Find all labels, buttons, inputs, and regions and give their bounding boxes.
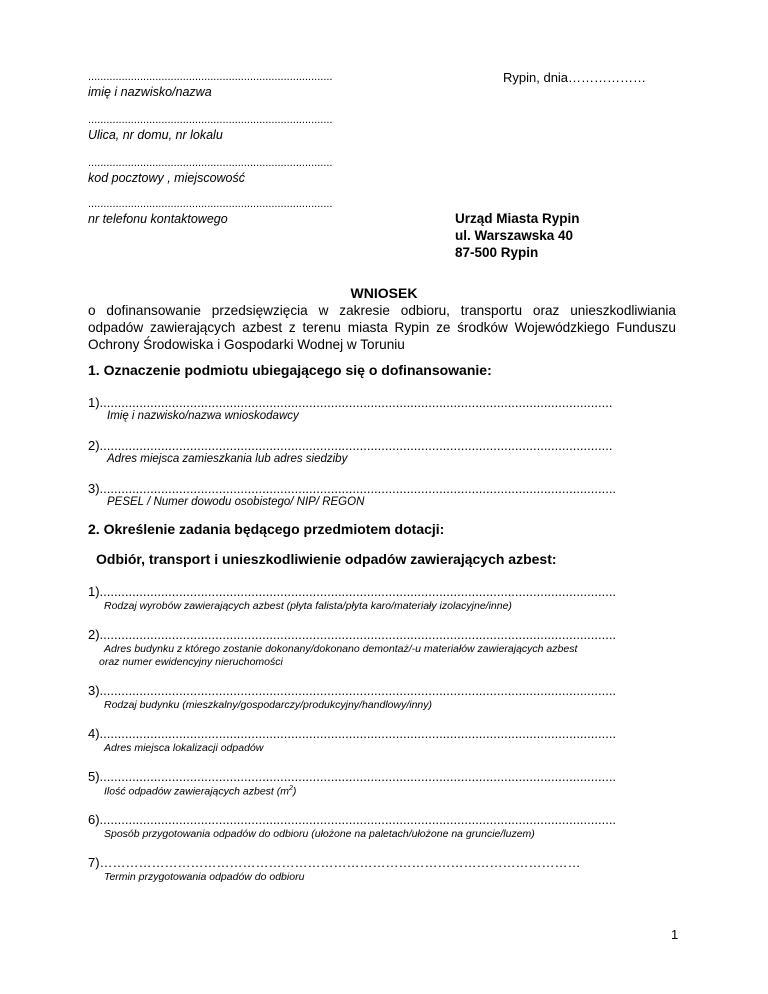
applicant-id-caption: PESEL / Numer dowodu osobistego/ NIP/ REGON bbox=[107, 496, 365, 508]
asbestos-type-caption: Rodzaj wyrobów zawierających azbest (płyta falista/płyta karo/materiały izolacyjne/inne) bbox=[104, 600, 512, 612]
phone-field-label: nr telefonu kontaktowego bbox=[88, 212, 228, 226]
applicant-name-line[interactable]: 1).............................................................................................................................................. bbox=[88, 395, 613, 410]
waste-amount-line[interactable]: 5)............................................................................................................................................... bbox=[88, 769, 617, 784]
name-field-label: imię i nazwisko/nazwa bbox=[88, 85, 212, 99]
preparation-date-caption: Termin przygotowania odpadów do odbioru bbox=[104, 871, 305, 883]
building-type-line[interactable]: 3)............................................................................................................................................... bbox=[88, 683, 617, 698]
postal-field-label: kod pocztowy , miejscowość bbox=[88, 171, 246, 185]
recipient-line-1: Urząd Miasta Rypin bbox=[455, 211, 580, 226]
asbestos-type-line[interactable]: 1)............................................................................................................................................... bbox=[88, 584, 617, 599]
building-type-caption: Rodzaj budynku (mieszkalny/gospodarczy/produkcyjny/handlowy/inny) bbox=[104, 699, 432, 711]
waste-amount-caption-text: Ilość odpadów zawierających azbest (m bbox=[104, 785, 290, 798]
street-field-line[interactable]: ................................................................................ bbox=[88, 114, 333, 126]
waste-preparation-line[interactable]: 6)............................................................................................................................................... bbox=[88, 812, 617, 827]
waste-amount-caption bbox=[104, 785, 296, 798]
applicant-name-caption: Imię i nazwisko/nazwa wnioskodawcy bbox=[107, 410, 299, 422]
recipient-address bbox=[455, 210, 580, 261]
building-address-caption-2: oraz numer ewidencyjny nieruchomości bbox=[99, 656, 283, 668]
waste-amount-caption-sup: 2 bbox=[289, 785, 293, 792]
waste-amount-caption-end: ) bbox=[292, 785, 297, 798]
waste-location-caption: Adres miejsca lokalizacji odpadów bbox=[104, 742, 264, 754]
building-address-line[interactable]: 2)............................................................................................................................................... bbox=[88, 627, 617, 642]
place-date[interactable]: Rypin, dnia……………… bbox=[503, 70, 647, 85]
document-intro: o dofinansowanie przedsięwzięcia w zakresie odbioru, transportu oraz unieszkodliwiania odpadów zawierających azbest z terenu miasta Rypin ze środków Wojewódzkiego Funduszu Ochrony Środowiska i Gospodarki Wodnej w Toruniu bbox=[88, 303, 676, 352]
preparation-date-line[interactable]: 7)………………………………………………………………………………………………… bbox=[88, 855, 581, 870]
name-field-line[interactable]: ................................................................................ bbox=[88, 71, 333, 83]
phone-field-line[interactable]: ................................................................................ bbox=[88, 198, 333, 210]
section1-heading: 1. Oznaczenie podmiotu ubiegającego się o dofinansowanie: bbox=[88, 362, 492, 378]
building-address-caption: Adres budynku z którego zostanie dokonany/dokonano demontaż/-u materiałów zawierających azbest bbox=[104, 643, 578, 655]
section2-subheading: Odbiór, transport i unieszkodliwienie odpadów zawierających azbest: bbox=[96, 551, 557, 567]
waste-location-line[interactable]: 4)............................................................................................................................................... bbox=[88, 726, 617, 741]
waste-preparation-caption: Sposób przygotowania odpadów do odbioru (ułożone na paletach/ułożone na gruncie/luzem) bbox=[104, 828, 535, 840]
recipient-line-3: 87-500 Rypin bbox=[455, 245, 539, 260]
page-number: 1 bbox=[671, 927, 679, 942]
applicant-id-line[interactable]: 3)............................................................................................................................................... bbox=[88, 481, 617, 496]
recipient-line-2: ul. Warszawska 40 bbox=[455, 228, 574, 243]
postal-field-line[interactable]: ................................................................................ bbox=[88, 157, 333, 169]
applicant-address-line[interactable]: 2).............................................................................................................................................. bbox=[88, 438, 613, 453]
section2-heading: 2. Określenie zadania będącego przedmiotem dotacji: bbox=[88, 521, 445, 537]
applicant-address-caption: Adres miejsca zamieszkania lub adres siedziby bbox=[107, 453, 348, 465]
street-field-label: Ulica, nr domu, nr lokalu bbox=[88, 128, 223, 142]
document-title: WNIOSEK bbox=[350, 285, 418, 301]
